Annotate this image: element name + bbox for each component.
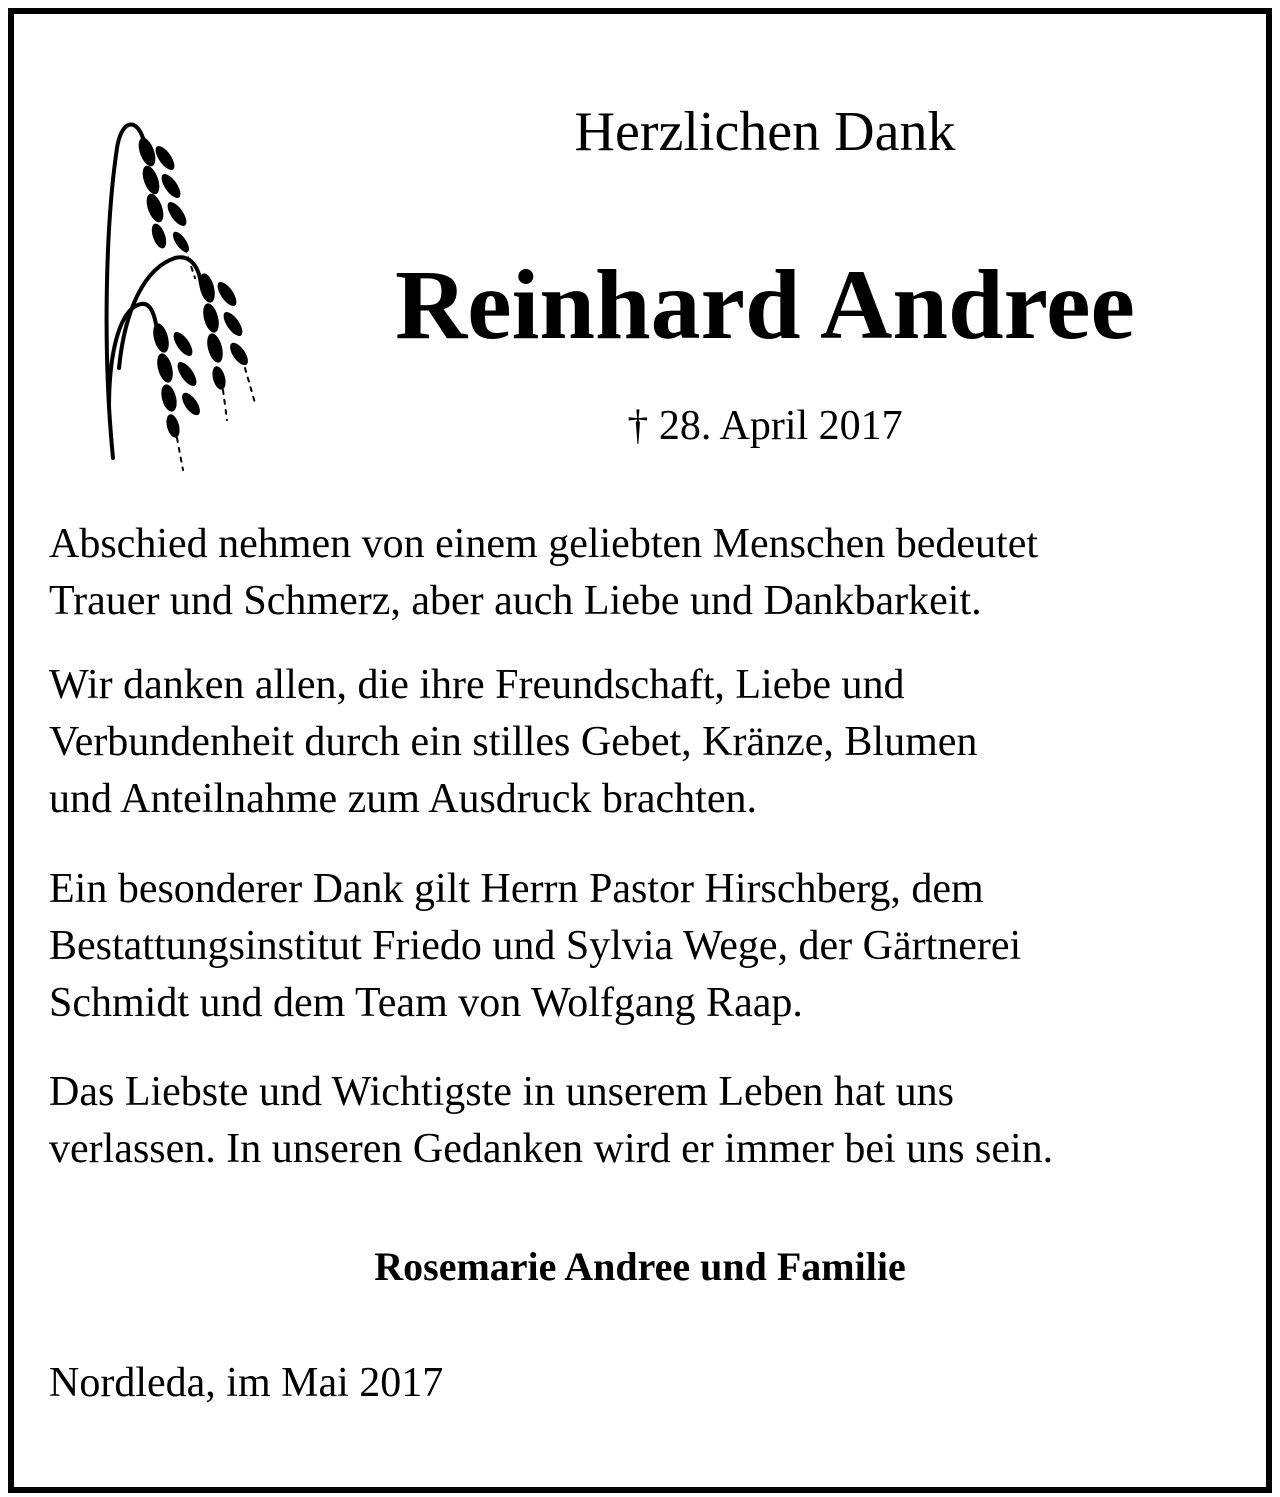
wheat-ears-icon xyxy=(95,108,265,478)
paragraph-line: Ein besonderer Dank gilt Herrn Pastor Hirschberg, dem xyxy=(49,866,984,912)
deceased-name: Reinhard Andree xyxy=(395,249,1135,360)
paragraph-closing xyxy=(49,1064,1239,1178)
paragraph-line: Verbundenheit durch ein stilles Gebet, Kränze, Blumen xyxy=(49,719,978,765)
paragraph-line: Schmidt und dem Team von Wolfgang Raap. xyxy=(49,980,803,1026)
paragraph-line: Abschied nehmen von einem geliebten Menschen bedeutet xyxy=(49,521,1039,567)
place-and-date: Nordleda, im Mai 2017 xyxy=(49,1360,444,1406)
paragraph-line: Wir danken allen, die ihre Freundschaft, Liebe und xyxy=(49,662,905,708)
thanks-heading: Herzlichen Dank xyxy=(574,101,956,163)
paragraph-farewell xyxy=(49,516,1239,630)
paragraph-line: und Anteilnahme zum Ausdruck brachten. xyxy=(49,776,757,822)
paragraph-line: Das Liebste und Wichtigste in unserem Leben hat uns xyxy=(49,1069,954,1115)
paragraph-special-thanks xyxy=(49,861,1239,1032)
paragraph-thanks-all xyxy=(49,657,1239,828)
paragraph-line: Bestattungsinstitut Friedo und Sylvia Wege, der Gärtnerei xyxy=(49,923,1022,969)
paragraph-line: verlassen. In unseren Gedanken wird er immer bei uns sein. xyxy=(49,1126,1054,1172)
paragraph-line: Trauer und Schmerz, aber auch Liebe und Dankbarkeit. xyxy=(49,578,982,624)
family-signature: Rosemarie Andree und Familie xyxy=(374,1244,906,1289)
death-date: † 28. April 2017 xyxy=(627,403,903,449)
